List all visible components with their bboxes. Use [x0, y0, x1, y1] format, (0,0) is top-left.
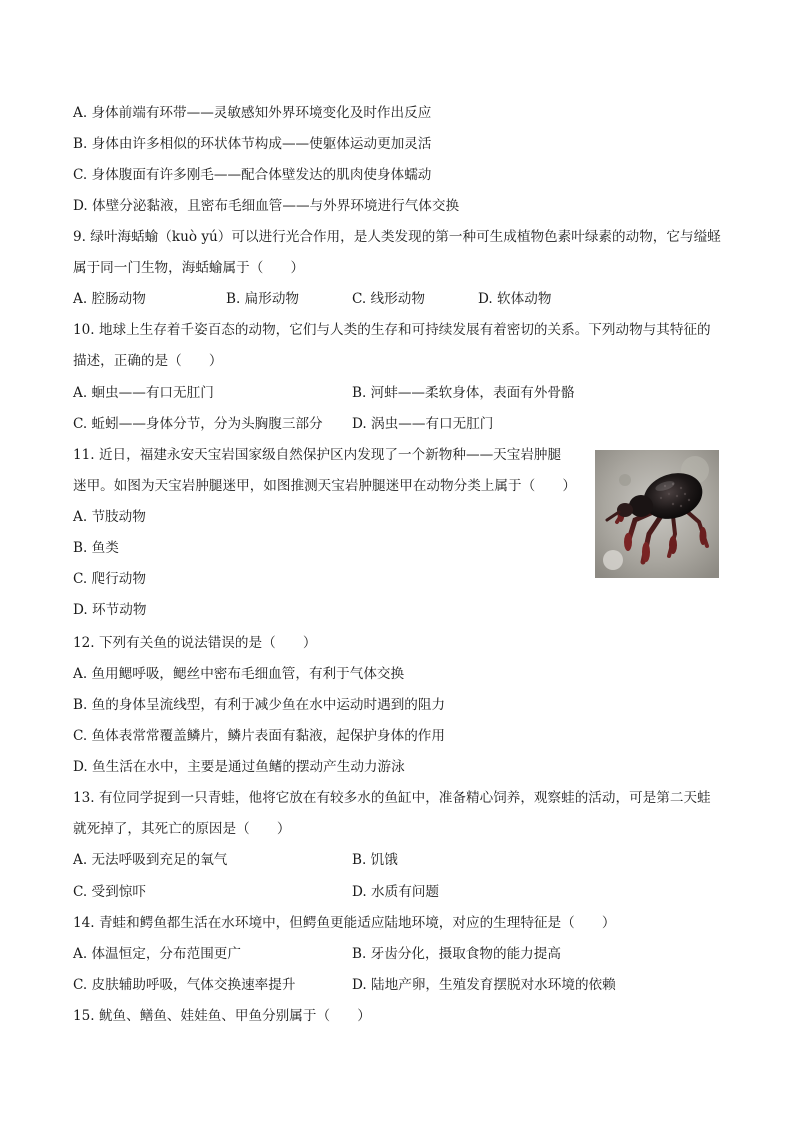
q10-option-c: C. 蚯蚓——身体分节，分为头胸腹三部分 [73, 416, 323, 432]
beetle-illustration [595, 450, 719, 578]
q9-option-a: A. 腔肠动物 [73, 291, 146, 307]
q8-option-c: C. 身体腹面有许多刚毛——配合体壁发达的肌肉使身体蠕动 [73, 167, 432, 183]
q14-option-d: D. 陆地产卵，生殖发育摆脱对水环境的依赖 [352, 977, 616, 993]
q10-option-a: A. 蛔虫——有口无肛门 [73, 385, 214, 401]
q13-option-b: B. 饥饿 [352, 852, 398, 868]
q9-stem-line2: 属于同一门生物，海蛞蝓属于（ ） [73, 260, 305, 276]
q10-option-b: B. 河蚌——柔软身体，表面有外骨骼 [352, 385, 575, 401]
q12-option-d: D. 鱼生活在水中，主要是通过鱼鳍的摆动产生动力游泳 [73, 759, 405, 775]
q12-option-b: B. 鱼的身体呈流线型，有利于减少鱼在水中运动时遇到的阻力 [73, 697, 446, 713]
q10-stem-line2: 描述，正确的是（ ） [73, 353, 223, 369]
q13-option-c: C. 受到惊吓 [73, 884, 146, 900]
q14-option-c: C. 皮肤辅助呼吸，气体交换速率提升 [73, 977, 296, 993]
q12-option-a: A. 鱼用鳃呼吸，鳃丝中密布毛细血管，有利于气体交换 [73, 666, 405, 682]
q11-stem-line1: 11. 近日，福建永安天宝岩国家级自然保护区内发现了一个新物种——天宝岩肿腿 [73, 447, 562, 463]
q10-option-d: D. 涡虫——有口无肛门 [352, 416, 494, 432]
q12-option-c: C. 鱼体表常常覆盖鳞片，鳞片表面有黏液，起保护身体的作用 [73, 728, 445, 744]
q8-option-d: D. 体壁分泌黏液，且密布毛细血管——与外界环境进行气体交换 [73, 198, 460, 214]
q13-option-d: D. 水质有问题 [352, 884, 440, 900]
q11-stem-line2: 迷甲。如图为天宝岩肿腿迷甲，如图推测天宝岩肿腿迷甲在动物分类上属于（ ） [73, 478, 576, 494]
q13-option-a: A. 无法呼吸到充足的氧气 [73, 852, 228, 868]
q9-option-c: C. 线形动物 [352, 291, 425, 307]
q8-option-a: A. 身体前端有环带——灵敏感知外界环境变化及时作出反应 [73, 105, 432, 121]
q11-option-d: D. 环节动物 [73, 602, 147, 618]
q12-stem: 12. 下列有关鱼的说法错误的是（ ） [73, 635, 317, 651]
q9-option-b: B. 扁形动物 [226, 291, 300, 307]
q11-option-c: C. 爬行动物 [73, 571, 146, 587]
q10-stem-line1: 10. 地球上生存着千姿百态的动物，它们与人类的生存和可持续发展有着密切的关系。下列动物与其特征的 [73, 322, 711, 338]
q13-stem-line2: 就死掉了，其死亡的原因是（ ） [73, 821, 291, 837]
q14-stem: 14. 青蛙和鳄鱼都生活在水环境中，但鳄鱼更能适应陆地环境，对应的生理特征是（ ） [73, 915, 616, 931]
q9-option-d: D. 软体动物 [478, 291, 552, 307]
q14-option-a: A. 体温恒定，分布范围更广 [73, 946, 241, 962]
beetle-photo [595, 450, 719, 578]
q11-option-a: A. 节肢动物 [73, 509, 146, 525]
q13-stem-line1: 13. 有位同学捉到一只青蛙，他将它放在有较多水的鱼缸中，准备精心饲养，观察蛙的活动，可是第二天蛙 [73, 790, 711, 806]
q14-option-b: B. 牙齿分化，摄取食物的能力提高 [352, 946, 561, 962]
q11-option-b: B. 鱼类 [73, 540, 119, 556]
q15-stem: 15. 鱿鱼、鳝鱼、娃娃鱼、甲鱼分别属于（ ） [73, 1008, 371, 1024]
q8-option-b: B. 身体由许多相似的环状体节构成——使躯体运动更加灵活 [73, 136, 432, 152]
q9-stem-line1: 9. 绿叶海蛞蝓（kuò yú）可以进行光合作用，是人类发现的第一种可生成植物色素叶绿素的动物，它与缢蛏 [73, 229, 721, 245]
